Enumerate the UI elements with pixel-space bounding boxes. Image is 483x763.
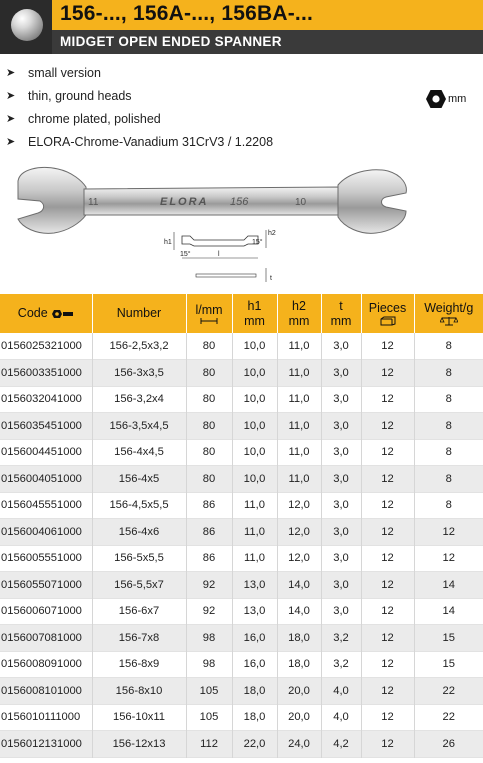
cell-thickness: 3,0 [321, 360, 361, 387]
cell-h2: 20,0 [277, 678, 321, 705]
table-row [0, 625, 483, 652]
cell-number: 156-10x11 [92, 704, 186, 731]
cell-code: 0156055071000 [0, 572, 92, 599]
feature-item: ➤ ELORA-Chrome-Vanadium 31CrV3 / 1.2208 [6, 134, 274, 149]
cell-h1: 10,0 [232, 413, 277, 440]
cell-h2: 12,0 [277, 545, 321, 572]
cell-h2: 14,0 [277, 572, 321, 599]
cell-h2: 20,0 [277, 704, 321, 731]
cell-code: 0156045551000 [0, 492, 92, 519]
cell-h2: 18,0 [277, 625, 321, 652]
cell-pieces: 12 [361, 439, 414, 466]
table-row [0, 360, 483, 387]
cell-h1: 10,0 [232, 386, 277, 413]
cell-pieces: 12 [361, 651, 414, 678]
cell-pieces: 12 [361, 466, 414, 493]
cell-length: 80 [186, 439, 232, 466]
cell-pieces: 12 [361, 492, 414, 519]
cell-number: 156-6x7 [92, 598, 186, 625]
cell-code: 0156025321000 [0, 333, 92, 360]
cell-number: 156-5,5x7 [92, 572, 186, 599]
page-subtitle: MIDGET OPEN ENDED SPANNER [60, 34, 282, 49]
cell-thickness: 3,0 [321, 466, 361, 493]
table-row [0, 704, 483, 731]
cell-h1: 10,0 [232, 333, 277, 360]
spanner-size-left: 11 [88, 197, 99, 208]
box-icon [380, 316, 396, 326]
cell-number: 156-3,5x4,5 [92, 413, 186, 440]
cell-code: 0156035451000 [0, 413, 92, 440]
column-header-weight: Weight/g [414, 294, 483, 333]
cell-h1: 13,0 [232, 572, 277, 599]
length-arrow-icon [200, 318, 218, 324]
cell-length: 92 [186, 598, 232, 625]
column-header-h2: h2 mm [277, 294, 321, 333]
cell-h2: 24,0 [277, 731, 321, 758]
cell-thickness: 3,0 [321, 333, 361, 360]
cell-pieces: 12 [361, 731, 414, 758]
cell-h1: 11,0 [232, 492, 277, 519]
table-row [0, 466, 483, 493]
chrome-ball-logo [0, 0, 52, 54]
column-header-number: Number [92, 294, 186, 333]
table-header-row [0, 294, 483, 333]
feature-item: ➤ chrome plated, polished [6, 111, 161, 126]
cell-weight: 22 [414, 678, 483, 705]
cell-code: 0156008101000 [0, 678, 92, 705]
cell-length: 92 [186, 572, 232, 599]
cell-pieces: 12 [361, 333, 414, 360]
column-header-code: Code [0, 294, 92, 333]
cell-thickness: 3,0 [321, 386, 361, 413]
table-row [0, 598, 483, 625]
dim-angle-right: 15° [252, 239, 263, 246]
cell-thickness: 4,2 [321, 731, 361, 758]
header-title-band [52, 0, 483, 30]
cell-number: 156-3x3,5 [92, 360, 186, 387]
arrow-bullet-icon: ➤ [6, 67, 16, 79]
arrow-bullet-icon: ➤ [6, 90, 16, 102]
dimension-diagram [160, 222, 280, 288]
cell-h2: 11,0 [277, 413, 321, 440]
cell-length: 98 [186, 625, 232, 652]
column-header-pieces: Pieces [361, 294, 414, 333]
feature-item: ➤ small version [6, 65, 101, 80]
cell-number: 156-8x9 [92, 651, 186, 678]
spanner-size-right: 10 [295, 197, 307, 208]
cell-pieces: 12 [361, 413, 414, 440]
cell-pieces: 12 [361, 386, 414, 413]
cell-h2: 11,0 [277, 466, 321, 493]
header-subtitle-band [52, 30, 483, 54]
cell-thickness: 3,0 [321, 598, 361, 625]
cell-length: 112 [186, 731, 232, 758]
cell-weight: 8 [414, 360, 483, 387]
dim-h1: h1 [164, 239, 172, 246]
feature-list [6, 61, 273, 153]
cell-code: 0156006071000 [0, 598, 92, 625]
header [0, 0, 483, 54]
cell-length: 80 [186, 360, 232, 387]
table-row [0, 651, 483, 678]
cell-h2: 18,0 [277, 651, 321, 678]
cell-pieces: 12 [361, 519, 414, 546]
cell-number: 156-3,2x4 [92, 386, 186, 413]
cell-weight: 14 [414, 572, 483, 599]
column-header-h1: h1 mm [232, 294, 277, 333]
cell-number: 156-5x5,5 [92, 545, 186, 572]
cell-length: 80 [186, 386, 232, 413]
cell-code: 0156003351000 [0, 360, 92, 387]
cell-code: 0156004061000 [0, 519, 92, 546]
cell-length: 80 [186, 413, 232, 440]
hex-mm-badge [425, 89, 466, 109]
cell-number: 156-4x5 [92, 466, 186, 493]
cell-weight: 14 [414, 598, 483, 625]
cell-h1: 18,0 [232, 678, 277, 705]
spanner-model: 156 [230, 196, 249, 208]
product-table [0, 294, 483, 758]
cell-pieces: 12 [361, 598, 414, 625]
cell-h1: 18,0 [232, 704, 277, 731]
spanner-brand: ELORA [160, 196, 209, 208]
cell-code: 0156004051000 [0, 466, 92, 493]
cell-h2: 11,0 [277, 439, 321, 466]
cell-thickness: 3,2 [321, 651, 361, 678]
cell-h2: 11,0 [277, 386, 321, 413]
cell-pieces: 12 [361, 545, 414, 572]
cell-pieces: 12 [361, 572, 414, 599]
cell-number: 156-12x13 [92, 731, 186, 758]
cell-code: 0156032041000 [0, 386, 92, 413]
cell-length: 86 [186, 545, 232, 572]
cell-h1: 16,0 [232, 625, 277, 652]
cell-length: 98 [186, 651, 232, 678]
cell-h2: 11,0 [277, 333, 321, 360]
cell-weight: 8 [414, 333, 483, 360]
cell-h1: 11,0 [232, 519, 277, 546]
cell-code: 0156010111000 [0, 704, 92, 731]
table-row [0, 439, 483, 466]
dim-angle-left: 15° [180, 251, 191, 258]
feature-item: ➤ thin, ground heads [6, 88, 132, 103]
table-body [0, 333, 483, 757]
table-row [0, 413, 483, 440]
cell-h2: 12,0 [277, 519, 321, 546]
cell-number: 156-4x4,5 [92, 439, 186, 466]
cell-weight: 12 [414, 545, 483, 572]
table-row [0, 519, 483, 546]
unit-label: mm [448, 93, 467, 105]
table-row [0, 492, 483, 519]
cell-h1: 16,0 [232, 651, 277, 678]
cell-code: 0156007081000 [0, 625, 92, 652]
cell-weight: 8 [414, 466, 483, 493]
cell-h2: 14,0 [277, 598, 321, 625]
cell-weight: 26 [414, 731, 483, 758]
cell-number: 156-4x6 [92, 519, 186, 546]
hex-nut-icon [425, 89, 447, 109]
cell-number: 156-7x8 [92, 625, 186, 652]
cell-h2: 12,0 [277, 492, 321, 519]
arrow-bullet-icon: ➤ [6, 113, 16, 125]
cell-thickness: 3,0 [321, 413, 361, 440]
column-header-t: t mm [321, 294, 361, 333]
cell-pieces: 12 [361, 704, 414, 731]
cell-thickness: 4,0 [321, 678, 361, 705]
cell-thickness: 3,0 [321, 519, 361, 546]
cell-weight: 8 [414, 439, 483, 466]
arrow-bullet-icon: ➤ [6, 136, 16, 148]
cell-code: 0156004451000 [0, 439, 92, 466]
cell-thickness: 3,0 [321, 492, 361, 519]
table-row [0, 678, 483, 705]
cell-h2: 11,0 [277, 360, 321, 387]
cell-weight: 15 [414, 651, 483, 678]
cell-h1: 11,0 [232, 545, 277, 572]
cell-weight: 12 [414, 519, 483, 546]
cell-thickness: 3,0 [321, 572, 361, 599]
cell-h1: 13,0 [232, 598, 277, 625]
cell-weight: 8 [414, 386, 483, 413]
cell-code: 0156012131000 [0, 731, 92, 758]
table-row [0, 545, 483, 572]
cell-pieces: 12 [361, 360, 414, 387]
cell-weight: 15 [414, 625, 483, 652]
page-title: 156-..., 156A-..., 156BA-... [60, 2, 314, 25]
cell-number: 156-4,5x5,5 [92, 492, 186, 519]
cell-number: 156-8x10 [92, 678, 186, 705]
cell-thickness: 4,0 [321, 704, 361, 731]
cell-h1: 10,0 [232, 439, 277, 466]
cell-h1: 22,0 [232, 731, 277, 758]
scale-icon [440, 316, 458, 326]
cell-length: 105 [186, 678, 232, 705]
cell-weight: 22 [414, 704, 483, 731]
cell-length: 80 [186, 333, 232, 360]
dim-h2: h2 [268, 230, 276, 237]
hex-code-icon [52, 309, 74, 319]
column-header-length: l/mm [186, 294, 232, 333]
table-row [0, 386, 483, 413]
cell-thickness: 3,0 [321, 545, 361, 572]
cell-code: 0156005551000 [0, 545, 92, 572]
cell-code: 0156008091000 [0, 651, 92, 678]
table-row [0, 572, 483, 599]
cell-h1: 10,0 [232, 466, 277, 493]
cell-length: 105 [186, 704, 232, 731]
table-row [0, 731, 483, 758]
cell-pieces: 12 [361, 625, 414, 652]
table-row [0, 333, 483, 360]
cell-number: 156-2,5x3,2 [92, 333, 186, 360]
cell-length: 80 [186, 466, 232, 493]
cell-weight: 8 [414, 413, 483, 440]
dim-thickness: t [270, 275, 272, 282]
cell-length: 86 [186, 519, 232, 546]
cell-h1: 10,0 [232, 360, 277, 387]
dim-length: l [218, 251, 220, 258]
cell-thickness: 3,0 [321, 439, 361, 466]
cell-thickness: 3,2 [321, 625, 361, 652]
cell-length: 86 [186, 492, 232, 519]
cell-pieces: 12 [361, 678, 414, 705]
cell-weight: 8 [414, 492, 483, 519]
